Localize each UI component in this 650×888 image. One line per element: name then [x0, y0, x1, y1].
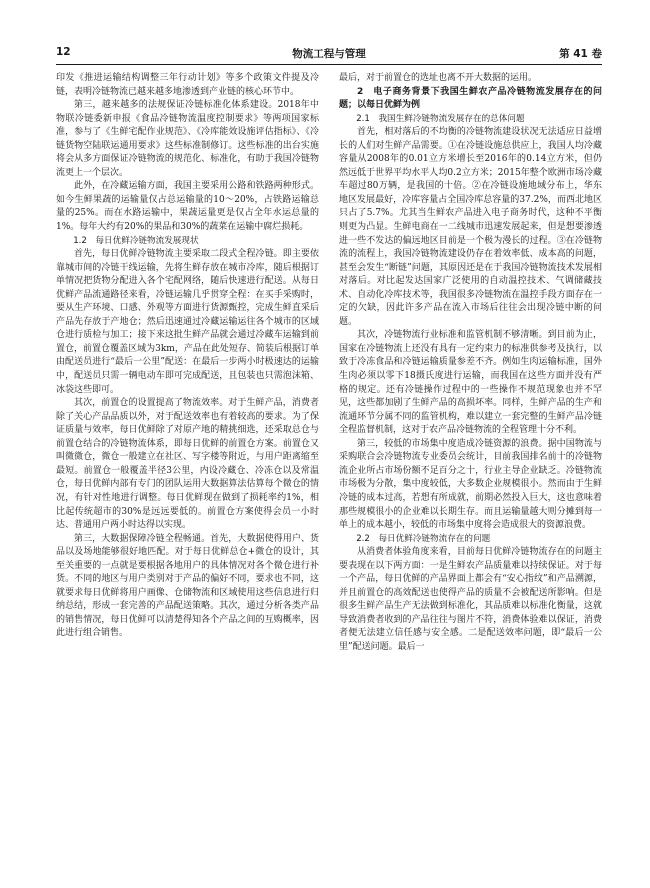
header-rule — [56, 64, 602, 65]
paragraph: 最后，对于前置仓的选址也离不开大数据的运用。 — [339, 73, 538, 83]
paragraph: 首先，每日优鲜冷链物流主要采取二段式全程冷链。即主要依靠城市间的冷链干线运输，先将生鲜存放在城市冷库，随后根据订单情况把货物分配进入各个宅配网络，随后快速进行配送。从每日优鲜产品流通路径来看，冷链运输几乎贯穿全程：在买手采购时，要从生产环境、口感、外观等方面进行货源甄控，完成生鲜直采后产品先存放于产地仓；然后迅速通过冷藏运输运往各个城市的区域仓进行质检与加工；接下来这批生鲜产品就会通过冷藏车运输到前置仓，前置仓覆盖区域为3km，产品在此处短存、简装后根据订单由配送员进行“最后一公里”配送：在最后一步两小时极速达的运输中，配送员只需一辆电动车即可完成配送，且包装也只需泡沫箱、冰袋这些即可。 — [56, 249, 319, 395]
subsection-heading: 1.2 每日优鲜冷链物流发展现状 — [73, 235, 199, 246]
left-column — [56, 72, 319, 641]
paragraph: 此外，在冷藏运输方面，我国主要采用公路和铁路两种形式。如今生鲜果蔬的运输量仅占总运输量的10～20%，占铁路运输总量的25%。而在水路运输中，果蔬运量更是仅占全年水运总量的1%。每年大约有20%的果品和30%的蔬菜在运输中腐烂损耗。 — [56, 181, 319, 233]
subsection-heading: 2.1 我国生鲜冷链物流发展存在的总体问题 — [356, 113, 525, 124]
paragraph: 首先，相对落后的不均衡的冷链物流建设状况无法适应日益增长的人们对生鲜产品需要。①在冷链设施总供应上，我国人均冷藏容量从2008年的0.01立方米增长至2016年的0.14立方米，但仍然远低于世界平均水平人均0.2立方米；2015年整个欧洲市场冷藏车超过80万辆，是我国的十倍。②在冷链设施地域分布上，华东地区发展最好，冷库容量占全国冷库总容量的37.2%，而西北地区只占了5.7%。尤其当生鲜农产品进入电子商务时代，这种不平衡则更为凸显。生鲜电商在一二线城市迅速发展起来，但是想要渗透进一些不发达的偏远地区目前是一个极为漫长的过程。③在冷链物流的流程上，我国冷链物流建设仍存在着效率低、成本高的问题，甚至会发生“断链”问题，其原因还是在于我国冷链物流技术发展相对落后。对比起发达国家广泛使用的自动温控技术、气调储藏技术、自动化冷库技术等，我国很多冷链物流在温控手段方面存在一定的欠缺，因此许多产品在流入市场后往往会出现冷链中断的问题。 — [339, 127, 602, 327]
running-header — [56, 44, 602, 62]
volume-label: 第 41 卷 — [559, 48, 602, 60]
paragraph: 第三，越来越多的法规保证冷链标准化体系建设。2018年中物联冷链委新申报《食品冷链物流温度控制要求》等两项国家标准，参与了《生鲜宅配作业规范》、《冷库能效设施评估指标》、《冷链货物空陆联运通用要求》这些标准制修订。这些标准的出台实施将会从多方面保证冷链物流的规范化、标准化，有助于我国冷链物流更上一个层次。 — [56, 100, 319, 178]
page-number: 12 — [56, 46, 71, 58]
journal-title: 物流工程与管理 — [292, 48, 366, 60]
paragraph: 第三，大数据保障冷链全程畅通。首先，大数据使得用户、货品以及场地能够很好地匹配。对于每日优鲜总仓+微仓的设计，其至关重要的一点就是要根据各地用户的具体情况对各个微仓进行补货。不同的地区与用户类别对于产品的偏好不同，要求也不同，这就要求每日优鲜将用户画像、仓储物流和区域使用这些信息进行归纳总结，形成一套完善的产品配送策略。其次，通过分析各类产品的销售情况，每日优鲜可以清楚得知各个产品之间的互购概率，因此进行组合销售。 — [56, 533, 319, 639]
paragraph: 其次，冷链物流行业标准和监管机制不够清晰。到目前为止，国家在冷链物流上还没有具有一定约束力的标准供参考及执行，以致于冷冻食品和冷链运输质量参差不齐。例如生肉运输标准，国外生肉必须以零下18摄氏度进行运输，而我国在这些方面并没有严格的规定。还有冷链操作过程中的一些操作不规范现象也并不罕见，这些都加剧了生鲜产品的高损坏率。同样，生鲜产品的生产和流通环节分属不同的监管机构，难以建立一套完整的生鲜产品冷链全程监督机制，这对于农产品冷链物流的全程管理十分不利。 — [339, 330, 602, 436]
paragraph: 第三，较低的市场集中度造成冷链资源的浪费。据中国物流与采购联合会冷链物流专业委员会统计，目前我国排名前十的冷链物流企业所占市场份额不足百分之十，行业主导企业缺乏。冷链物流市场极为分散，集中度较低，大多数企业规模很小。然而由于生鲜冷链的成本过高，若想有所成就，前期必然投入巨大，这也意味着那些规模很小的企业难以长期生存。而且运输量越大则分摊到每一单上的成本越小，较低的市场集中度将会造成很大的资源浪费。 — [339, 438, 602, 531]
subsection-heading: 2.2 每日优鲜冷链物流存在的问题 — [356, 533, 491, 544]
paragraph: 印发《推进运输结构调整三年行动计划》等多个政策文件提及冷链，表明冷链物流已越来越多地渗透到产业链的核心环节中。 — [56, 73, 319, 97]
right-column — [339, 72, 602, 655]
paragraph: 其次，前置仓的设置提高了物流效率。对于生鲜产品，消费者除了关心产品品质以外，对于配送效率也有着较高的要求。为了保证质量与效率，每日优鲜除了对原产地的精挑细选，还采取总仓与前置仓结合的冷链物流体系，即每日优鲜的前置仓方案。前置仓又叫微微仓，微仓一般建立在社区、写字楼等附近，与用户距离缩至最短。前置仓一般覆盖半径3公里，内设冷藏仓、冷冻仓以及常温仓，每日优鲜内部有专门的团队运用大数据算法估算每个微仓的情况，有针对性地进行调整。每日优鲜现在做到了损耗率约1%，相比起传统超市的30%是远远要低的。前置仓方案使得会员一小时达、普通用户两小时达得以实现。 — [56, 398, 319, 531]
paragraph: 从消费者体验角度来看，目前每日优鲜冷链物流存在的问题主要表现在以下两方面：一是生鲜农产品质量难以持续保证。对于每一个产品，每日优鲜的产品界面上都会有“安心指纹”和产品溯源，并且前置仓的高效配送也使得产品的质量不会被配送所影响。但是很多生鲜产品生产无法做到标准化，其品质难以标准化衡量，这就导致消费者收到的产品往往与图片不符，消费体验难以保证，消费者便无法建立信任感与安全感。二是配送效率问题，即“最后一公里”配送问题。最后一 — [339, 547, 602, 652]
section-heading: 2 电子商务背景下我国生鲜农产品冷链物流发展存在的问题；以每日优鲜为例 — [339, 86, 602, 111]
